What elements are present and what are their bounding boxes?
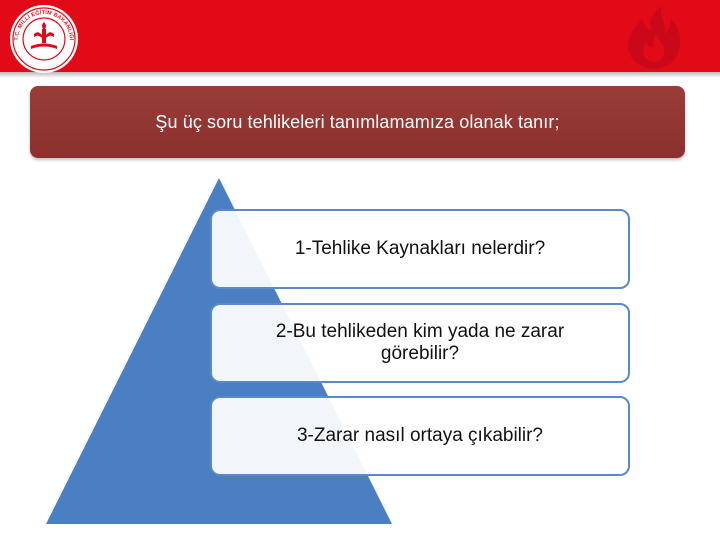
- question-1-text: 1-Tehlike Kaynakları nelerdir?: [294, 238, 546, 259]
- header-bar: [0, 0, 720, 72]
- question-2-text: 2-Bu tehlikeden kim yada ne zarar görebilir?: [275, 321, 565, 364]
- intro-banner: [30, 86, 685, 158]
- header-shadow: [0, 72, 720, 78]
- logo-text: T.C. MİLLİ EĞİTİM BAKANLIĞI: [13, 9, 75, 41]
- question-3-text: 3-Zarar nasıl ortaya çıkabilir?: [296, 425, 544, 446]
- question-card-1: [210, 209, 630, 289]
- meb-emblem-icon: [9, 4, 79, 74]
- question-card-3: [210, 396, 630, 476]
- flame-icon: [618, 4, 692, 72]
- banner-text: Şu üç soru tehlikeleri tanımlamamıza olanak tanır;: [155, 111, 560, 132]
- question-card-2: [210, 303, 630, 383]
